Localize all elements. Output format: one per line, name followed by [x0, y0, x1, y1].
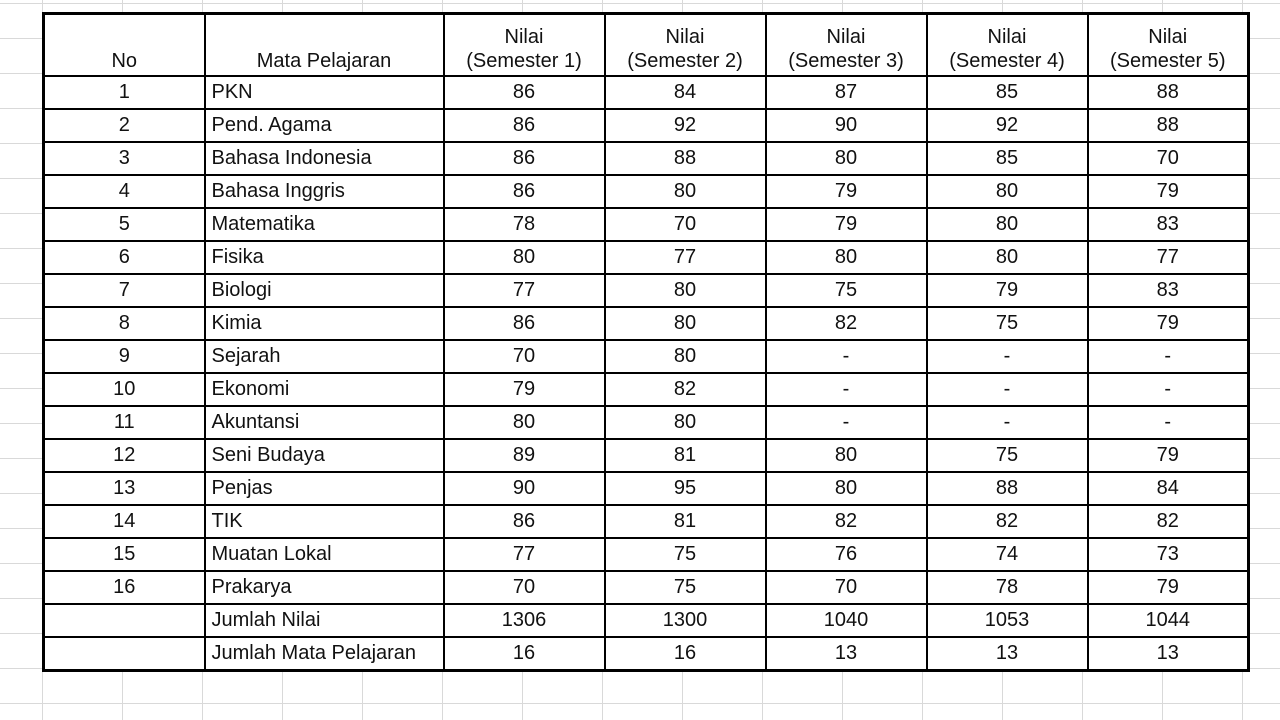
value-cell-semester-2[interactable]: 81	[605, 439, 766, 472]
subject-cell[interactable]: Bahasa Inggris	[205, 175, 444, 208]
value-cell-semester-4[interactable]: 80	[927, 241, 1088, 274]
value-cell-semester-1[interactable]: 86	[444, 175, 605, 208]
value-cell-semester-4[interactable]: 88	[927, 472, 1088, 505]
header-semester-label: (Semester 2)	[627, 50, 743, 72]
value-cell-semester-5[interactable]: 79	[1088, 439, 1249, 472]
table-row	[44, 571, 1249, 604]
value-cell-semester-3[interactable]: -	[766, 340, 927, 373]
table-row	[44, 505, 1249, 538]
row-number-cell[interactable]: 16	[44, 571, 205, 604]
header-semester-label: (Semester 3)	[788, 50, 904, 72]
value-cell-semester-1[interactable]: 70	[444, 571, 605, 604]
empty-number-cell[interactable]	[44, 637, 205, 671]
value-cell-semester-1[interactable]: 78	[444, 208, 605, 241]
value-cell-semester-3[interactable]: 80	[766, 241, 927, 274]
value-cell-semester-3[interactable]: 80	[766, 439, 927, 472]
value-cell-semester-3[interactable]: 79	[766, 175, 927, 208]
total-row	[44, 637, 1249, 671]
row-number-cell[interactable]: 4	[44, 175, 205, 208]
table-row	[44, 307, 1249, 340]
value-cell-semester-2[interactable]: 80	[605, 307, 766, 340]
value-cell-semester-3[interactable]: 70	[766, 571, 927, 604]
value-cell-semester-2[interactable]: 70	[605, 208, 766, 241]
value-cell-semester-3[interactable]: 79	[766, 208, 927, 241]
subject-cell[interactable]: Biologi	[205, 274, 444, 307]
table-row	[44, 406, 1249, 439]
table-row	[44, 142, 1249, 175]
grades-table	[42, 12, 1250, 672]
value-cell-semester-4[interactable]: -	[927, 340, 1088, 373]
value-cell-semester-1[interactable]: 77	[444, 538, 605, 571]
value-cell-semester-3[interactable]: 82	[766, 307, 927, 340]
table-row	[44, 538, 1249, 571]
row-number-cell[interactable]: 13	[44, 472, 205, 505]
subject-cell[interactable]: Kimia	[205, 307, 444, 340]
row-number-cell[interactable]: 7	[44, 274, 205, 307]
header-no[interactable]: No	[44, 14, 205, 77]
header-nilai-label: Nilai	[504, 26, 544, 48]
subject-cell[interactable]: Sejarah	[205, 340, 444, 373]
value-cell-semester-1[interactable]: 86	[444, 142, 605, 175]
value-cell-semester-3[interactable]: -	[766, 406, 927, 439]
subject-cell[interactable]: Pend. Agama	[205, 109, 444, 142]
row-number-cell[interactable]: 8	[44, 307, 205, 340]
subject-cell[interactable]: Prakarya	[205, 571, 444, 604]
value-cell-semester-4[interactable]: 80	[927, 175, 1088, 208]
row-number-cell[interactable]: 12	[44, 439, 205, 472]
value-cell-semester-5[interactable]: 77	[1088, 241, 1249, 274]
table-row	[44, 340, 1249, 373]
value-cell-semester-2[interactable]: 84	[605, 76, 766, 109]
value-cell-semester-1[interactable]: 80	[444, 241, 605, 274]
value-cell-semester-4[interactable]: 92	[927, 109, 1088, 142]
value-cell-semester-2[interactable]: 75	[605, 538, 766, 571]
table-row	[44, 472, 1249, 505]
subject-cell[interactable]: Akuntansi	[205, 406, 444, 439]
total-value-cell-semester-3[interactable]: 13	[766, 637, 927, 671]
value-cell-semester-1[interactable]: 90	[444, 472, 605, 505]
header-nilai-label: Nilai	[1148, 26, 1188, 48]
value-cell-semester-2[interactable]: 82	[605, 373, 766, 406]
value-cell-semester-5[interactable]: 79	[1088, 175, 1249, 208]
value-cell-semester-5[interactable]: -	[1088, 340, 1249, 373]
header-nilai-label: Nilai	[826, 26, 866, 48]
total-value-cell-semester-1[interactable]: 16	[444, 637, 605, 671]
value-cell-semester-2[interactable]: 80	[605, 274, 766, 307]
value-cell-semester-5[interactable]: -	[1088, 406, 1249, 439]
value-cell-semester-4[interactable]: 80	[927, 208, 1088, 241]
value-cell-semester-1[interactable]: 86	[444, 307, 605, 340]
value-cell-semester-1[interactable]: 70	[444, 340, 605, 373]
value-cell-semester-4[interactable]: 85	[927, 76, 1088, 109]
value-cell-semester-5[interactable]: -	[1088, 373, 1249, 406]
total-value-cell-semester-4[interactable]: 1053	[927, 604, 1088, 637]
row-number-cell[interactable]: 5	[44, 208, 205, 241]
value-cell-semester-1[interactable]: 86	[444, 76, 605, 109]
value-cell-semester-5[interactable]: 83	[1088, 208, 1249, 241]
value-cell-semester-5[interactable]: 70	[1088, 142, 1249, 175]
total-value-cell-semester-2[interactable]: 1300	[605, 604, 766, 637]
subject-cell[interactable]: PKN	[205, 76, 444, 109]
row-number-cell[interactable]: 11	[44, 406, 205, 439]
value-cell-semester-5[interactable]: 83	[1088, 274, 1249, 307]
row-number-cell[interactable]: 10	[44, 373, 205, 406]
header-semester-label: (Semester 5)	[1109, 50, 1226, 72]
value-cell-semester-3[interactable]: 82	[766, 505, 927, 538]
value-cell-semester-2[interactable]: 80	[605, 340, 766, 373]
value-cell-semester-2[interactable]: 80	[605, 175, 766, 208]
total-value-cell-semester-5[interactable]: 13	[1088, 637, 1249, 671]
row-number-cell[interactable]: 2	[44, 109, 205, 142]
value-cell-semester-3[interactable]: 75	[766, 274, 927, 307]
header-subject[interactable]: Mata Pelajaran	[205, 14, 444, 77]
value-cell-semester-4[interactable]: 78	[927, 571, 1088, 604]
value-cell-semester-1[interactable]: 89	[444, 439, 605, 472]
header-semester-4[interactable]	[927, 14, 1088, 77]
subject-cell[interactable]: Seni Budaya	[205, 439, 444, 472]
value-cell-semester-4[interactable]: -	[927, 373, 1088, 406]
subject-cell[interactable]: Matematika	[205, 208, 444, 241]
header-semester-3[interactable]	[766, 14, 927, 77]
value-cell-semester-1[interactable]: 79	[444, 373, 605, 406]
value-cell-semester-4[interactable]: 79	[927, 274, 1088, 307]
value-cell-semester-1[interactable]: 86	[444, 109, 605, 142]
value-cell-semester-3[interactable]: 80	[766, 472, 927, 505]
total-value-cell-semester-4[interactable]: 13	[927, 637, 1088, 671]
value-cell-semester-4[interactable]: 75	[927, 439, 1088, 472]
value-cell-semester-5[interactable]: 79	[1088, 307, 1249, 340]
value-cell-semester-1[interactable]: 86	[444, 505, 605, 538]
total-label-cell[interactable]: Jumlah Mata Pelajaran	[205, 637, 444, 671]
value-cell-semester-4[interactable]: 82	[927, 505, 1088, 538]
value-cell-semester-2[interactable]: 92	[605, 109, 766, 142]
total-value-cell-semester-1[interactable]: 1306	[444, 604, 605, 637]
total-value-cell-semester-3[interactable]: 1040	[766, 604, 927, 637]
value-cell-semester-2[interactable]: 75	[605, 571, 766, 604]
header-semester-label: (Semester 4)	[949, 50, 1065, 72]
header-semester-1[interactable]	[444, 14, 605, 77]
value-cell-semester-2[interactable]: 80	[605, 406, 766, 439]
subject-cell[interactable]: Penjas	[205, 472, 444, 505]
value-cell-semester-3[interactable]: 80	[766, 142, 927, 175]
value-cell-semester-3[interactable]: 76	[766, 538, 927, 571]
row-number-cell[interactable]: 14	[44, 505, 205, 538]
header-row	[44, 14, 1249, 77]
table-row	[44, 208, 1249, 241]
table-row	[44, 373, 1249, 406]
header-semester-label: (Semester 1)	[466, 50, 582, 72]
value-cell-semester-5[interactable]: 73	[1088, 538, 1249, 571]
row-number-cell[interactable]: 6	[44, 241, 205, 274]
value-cell-semester-5[interactable]: 88	[1088, 109, 1249, 142]
table-header	[44, 14, 1249, 77]
table-row	[44, 241, 1249, 274]
value-cell-semester-5[interactable]: 88	[1088, 76, 1249, 109]
row-number-cell[interactable]: 3	[44, 142, 205, 175]
table-row	[44, 439, 1249, 472]
value-cell-semester-5[interactable]: 82	[1088, 505, 1249, 538]
value-cell-semester-4[interactable]: -	[927, 406, 1088, 439]
value-cell-semester-4[interactable]: 75	[927, 307, 1088, 340]
subject-cell[interactable]: TIK	[205, 505, 444, 538]
header-semester-5[interactable]	[1088, 14, 1249, 77]
table-row	[44, 109, 1249, 142]
header-semester-2[interactable]	[605, 14, 766, 77]
value-cell-semester-1[interactable]: 77	[444, 274, 605, 307]
value-cell-semester-5[interactable]: 79	[1088, 571, 1249, 604]
value-cell-semester-2[interactable]: 88	[605, 142, 766, 175]
value-cell-semester-2[interactable]: 95	[605, 472, 766, 505]
header-nilai-label: Nilai	[987, 26, 1027, 48]
value-cell-semester-5[interactable]: 84	[1088, 472, 1249, 505]
total-row	[44, 604, 1249, 637]
value-cell-semester-4[interactable]: 74	[927, 538, 1088, 571]
value-cell-semester-1[interactable]: 80	[444, 406, 605, 439]
value-cell-semester-4[interactable]: 85	[927, 142, 1088, 175]
value-cell-semester-3[interactable]: 87	[766, 76, 927, 109]
subject-cell[interactable]: Fisika	[205, 241, 444, 274]
row-number-cell[interactable]: 15	[44, 538, 205, 571]
value-cell-semester-2[interactable]: 77	[605, 241, 766, 274]
total-label-cell[interactable]: Jumlah Nilai	[205, 604, 444, 637]
subject-cell[interactable]: Ekonomi	[205, 373, 444, 406]
header-nilai-label: Nilai	[665, 26, 705, 48]
total-value-cell-semester-5[interactable]: 1044	[1088, 604, 1249, 637]
table-row	[44, 76, 1249, 109]
value-cell-semester-3[interactable]: 90	[766, 109, 927, 142]
row-number-cell[interactable]: 1	[44, 76, 205, 109]
table-body	[44, 76, 1249, 671]
empty-number-cell[interactable]	[44, 604, 205, 637]
table-row	[44, 274, 1249, 307]
table-row	[44, 175, 1249, 208]
subject-cell[interactable]: Muatan Lokal	[205, 538, 444, 571]
total-value-cell-semester-2[interactable]: 16	[605, 637, 766, 671]
row-number-cell[interactable]: 9	[44, 340, 205, 373]
value-cell-semester-3[interactable]: -	[766, 373, 927, 406]
value-cell-semester-2[interactable]: 81	[605, 505, 766, 538]
subject-cell[interactable]: Bahasa Indonesia	[205, 142, 444, 175]
